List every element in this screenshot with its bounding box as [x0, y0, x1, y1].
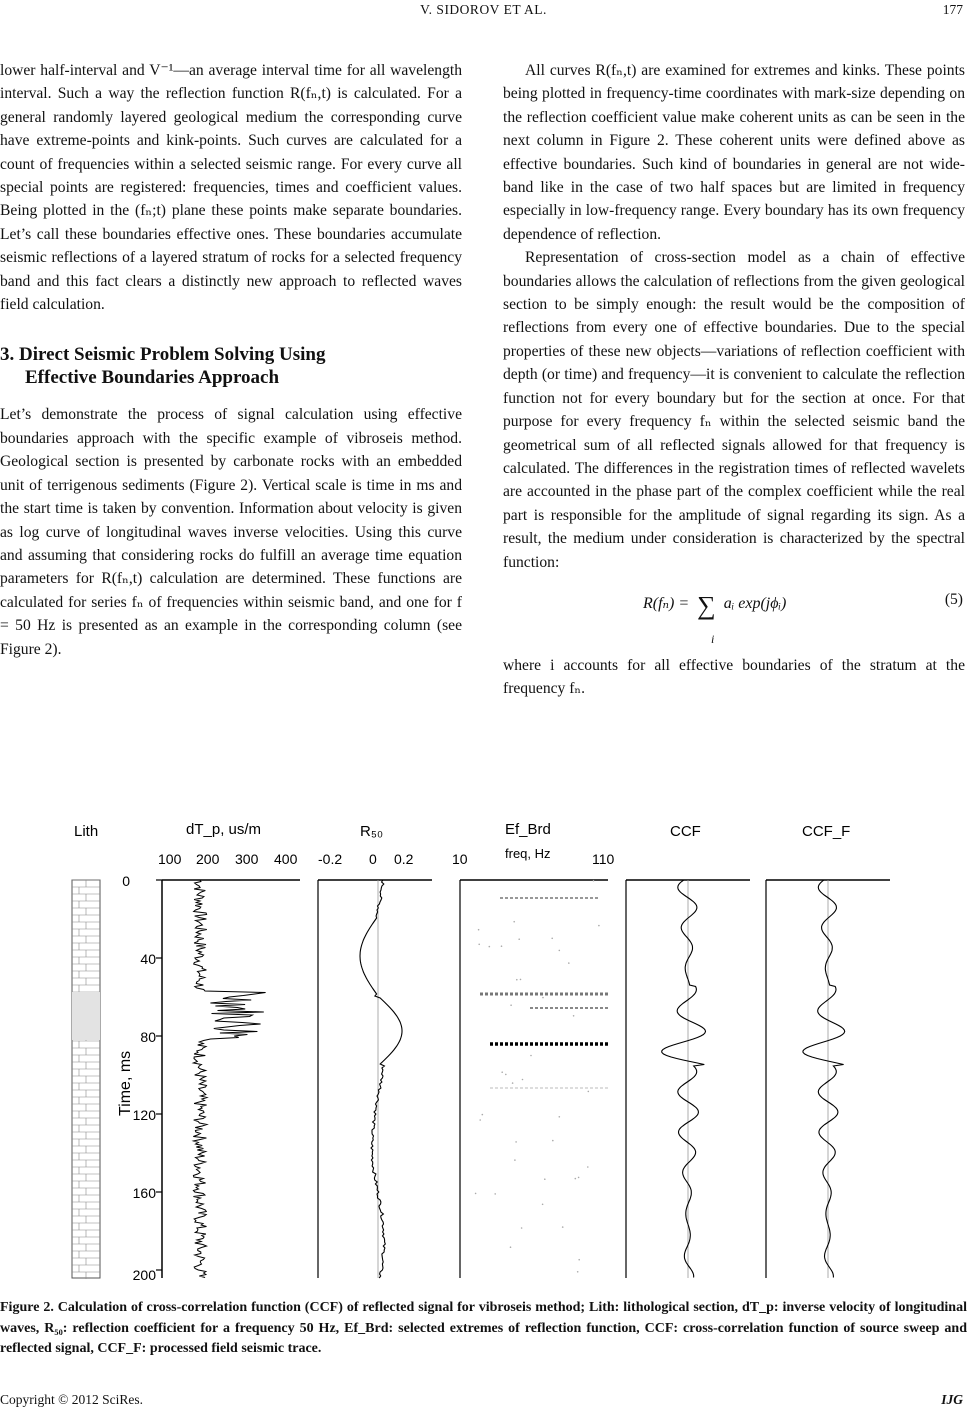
- equation-number: (5): [944, 590, 963, 608]
- r-tick-zero: 0: [369, 851, 377, 867]
- dt-tick-300: 300: [235, 851, 259, 867]
- boundary-point: [578, 1259, 580, 1261]
- freq-tick-10: 10: [452, 851, 468, 867]
- boundary-point: [568, 962, 570, 964]
- ccf-trace: [662, 880, 706, 1278]
- boundary-point: [542, 997, 544, 999]
- r-tick-pos: 0.2: [394, 851, 414, 867]
- equation-5: [503, 584, 965, 644]
- left-paragraph-2: Let’s demonstrate the process of signal calculation using effective boundaries approach with the specific example of vibroseis method. Geological section is presented by carbonate rocks with an embedded unit of terrigenous sediments (Figure 2). Vertical scale is time in ms and the start time is taken by convention. Information about velocity is given as log curve of longitudinal waves inverse velocities. Using this curve and assuming that considering rocks do fulfill an average time equation parameters for R(fₙ,t) calculation are determined. These functions are calculated for series fₙ of frequencies within seismic band, and one for f = 50 Hz is presented as an example in the corresponding column (see Figure 2).: [0, 406, 462, 658]
- boundary-point: [478, 944, 480, 946]
- panel-title-dtp: dT_p, us/m: [186, 821, 262, 838]
- dt-tick-100: 100: [158, 851, 182, 867]
- right-paragraph-2: Representation of cross-section model as a chain of effective boundaries allows the calculation of reflections from the given geological section to be simply enough: the result would be the composition of reflections from every one of effective boundaries. Due to the special properties of these new objects—variations of reflection coefficient with depth (or time) and frequency—it is convenient to calculate the reflection function not for every boundary but for the section at once. For that purpose for every frequency fₙ within the selected seismic band the geometrical sum of all reflected signals allowed for that frequency is calculated. The differences in the registration times of reflected wavelets are accounted in the phase part of the complex coefficient while the real part is responsible for the amplitude of signal regarding its sign. As a result, the medium under consideration is characterized by the spectral function:: [503, 249, 965, 571]
- time-axis-label: Time, ms: [117, 1050, 134, 1116]
- figure-traces: [72, 880, 890, 1279]
- boundary-point: [516, 979, 518, 981]
- boundary-point: [575, 1178, 577, 1180]
- running-head: V. SIDOROV ET AL.: [420, 2, 547, 17]
- boundary-point: [577, 1271, 579, 1273]
- right-paragraph-1: All curves R(fₙ,t) are examined for extremes and kinks. These points being plotted in frequency-time coordinates with mark-size depending on the reflection coefficient value make coherent units as can be seen in the next column in Figure 2. These coherent units were defined above as effective boundaries. Such kind of boundaries in general are not wide-band like in the case of two half spaces but are limited in frequency especially in low-frequency range. Every boundary has its own frequency dependence of reflection.: [503, 62, 965, 243]
- boundary-point: [542, 1204, 544, 1206]
- equation-lhs: R(fₙ) =: [643, 594, 690, 612]
- boundary-point: [559, 1116, 561, 1118]
- time-tick-200: 200: [132, 1267, 156, 1283]
- page-header: [0, 2, 967, 22]
- boundary-point: [475, 1193, 477, 1195]
- boundary-point: [593, 880, 595, 882]
- boundary-point: [514, 1159, 516, 1161]
- equation-sum-index: i: [711, 631, 715, 646]
- dt-tick-400: 400: [274, 851, 298, 867]
- time-tick-120: 120: [132, 1107, 156, 1123]
- ccff-trace: [803, 880, 845, 1278]
- time-tick-80: 80: [140, 1029, 156, 1045]
- boundary-point: [588, 1091, 590, 1093]
- boundary-point: [494, 1193, 496, 1195]
- boundary-point: [505, 1074, 507, 1076]
- panel-title-ccff: CCF_F: [802, 823, 851, 840]
- boundary-point: [501, 945, 503, 947]
- figure-2-plot: [60, 816, 906, 1286]
- panel-title-lith: Lith: [74, 823, 99, 840]
- boundary-point: [598, 925, 600, 927]
- boundary-point: [478, 929, 480, 931]
- boundary-point: [551, 938, 553, 940]
- section-heading: [0, 343, 462, 389]
- boundary-point: [518, 938, 520, 940]
- figure-2: [60, 816, 906, 1286]
- boundary-point: [479, 1119, 481, 1121]
- boundary-point: [552, 1140, 554, 1142]
- right-paragraph-3: where i accounts for all effective boundaries of the stratum at the frequency fₙ.: [503, 656, 965, 698]
- freq-tick-110: 110: [592, 851, 615, 867]
- figure-caption: Figure 2. Calculation of cross-correlation function (CCF) of reflected signal for vibroseis method; Lith: lithological section, dT_p: inverse velocity of longitudinal waves, R₅₀: reflection coefficient for a frequency 50 Hz, Ef_Brd: selected extremes of reflection function, CCF: cross-correlation function of source sweep and reflected signal, CCF_F: processed field seismic trace.: [0, 1300, 967, 1356]
- journal-abbrev: IJG: [941, 1392, 963, 1407]
- time-tick-0: 0: [122, 873, 130, 889]
- left-paragraph-1: lower half-interval and V⁻¹—an average interval time for all wavelength interval. Such a way the reflection function R(fₙ,t) is calculated. For a general randomly layered geological medium the corresponding curve have extreme-points and kink-points. Such curves are calculated for a count of frequencies within a selected seismic range. For every curve all special points are registered: frequencies, times and coefficient values. Being plotted in the (fₙ;t) plane these points make separate boundaries. Let’s call these boundaries effective ones. These boundaries accumulate seismic reflections of a layered stratum of rocks for a selected frequency band and this fact clears a distinctly new approach to reflected waves field calculation.: [0, 62, 462, 314]
- left-column: [0, 59, 462, 661]
- boundary-point: [521, 1227, 523, 1229]
- boundary-point: [501, 1071, 503, 1073]
- section-heading-line-2: Effective Boundaries Approach: [25, 367, 280, 389]
- panel-title-ccf: CCF: [670, 823, 701, 840]
- boundary-point: [489, 946, 491, 948]
- panel-title-r50: R₅₀: [360, 823, 384, 840]
- boundary-point: [559, 950, 561, 952]
- dt-curve: [193, 880, 265, 1278]
- boundary-point: [562, 1226, 564, 1228]
- r50-curve: [360, 880, 402, 1278]
- boundary-point: [522, 1079, 524, 1081]
- copyright: Copyright © 2012 SciRes.: [0, 1392, 144, 1407]
- page-footer: [0, 1392, 967, 1408]
- boundary-point: [578, 1177, 580, 1179]
- boundary-point: [587, 1166, 589, 1168]
- equation-sum-symbol: ∑: [697, 590, 716, 620]
- equation-body: [643, 588, 787, 646]
- dt-tick-200: 200: [196, 851, 220, 867]
- boundary-point: [520, 979, 522, 981]
- page-number: 177: [942, 2, 963, 17]
- section-heading-line-1: 3. Direct Seismic Problem Solving Using: [0, 344, 326, 366]
- freq-axis-label: freq, Hz: [505, 846, 551, 861]
- panel-title-efbrd: Ef_Brd: [505, 821, 551, 838]
- boundary-point: [544, 1178, 546, 1180]
- boundary-point: [510, 1246, 512, 1248]
- boundary-point: [513, 921, 515, 923]
- boundary-point: [573, 1015, 575, 1017]
- lith-terrigenous-unit: [72, 992, 100, 1040]
- right-column: [503, 59, 965, 701]
- boundary-point: [515, 1141, 517, 1143]
- boundary-point: [512, 1082, 514, 1084]
- time-tick-160: 160: [132, 1185, 156, 1201]
- boundary-point: [530, 1055, 532, 1057]
- boundary-point: [510, 1004, 512, 1006]
- time-tick-40: 40: [140, 951, 156, 967]
- r-tick-neg: -0.2: [318, 851, 343, 867]
- boundary-point: [482, 1114, 484, 1116]
- equation-rhs: aᵢ exp(jϕᵢ): [723, 594, 787, 612]
